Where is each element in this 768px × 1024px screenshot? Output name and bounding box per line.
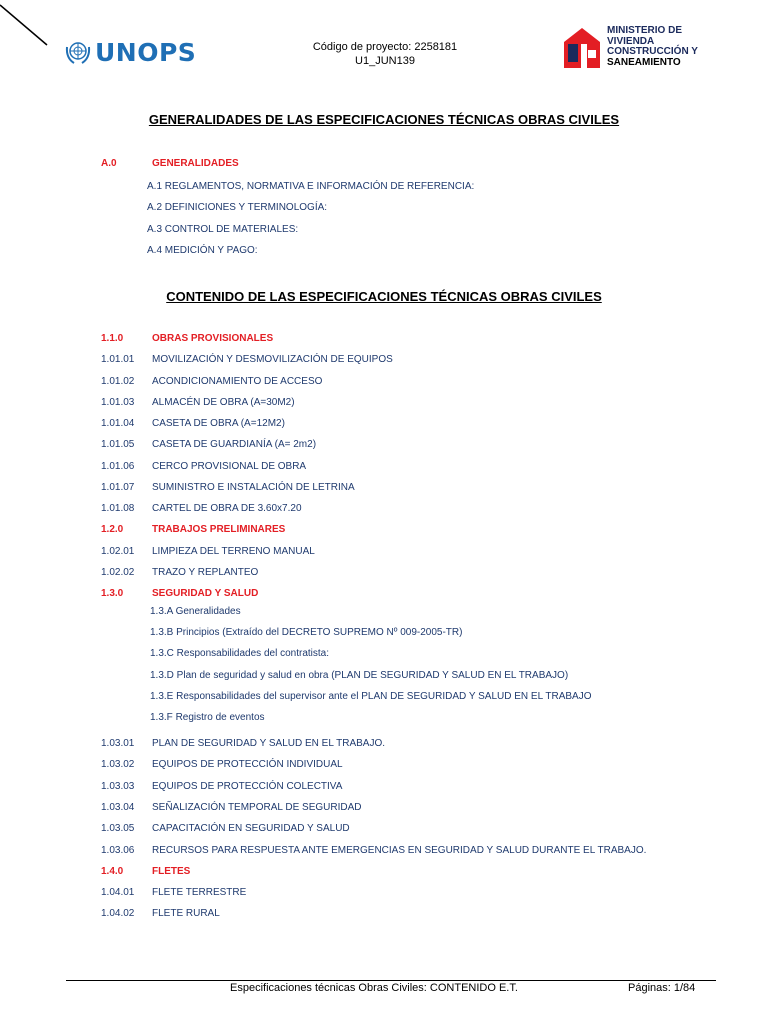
toc-item-label: CASETA DE OBRA (A=12M2) [152,418,285,429]
toc-item-code: 1.03.04 [101,802,135,813]
toc-item-label: ALMACÉN DE OBRA (A=30M2) [152,397,295,408]
toc-item-label: CARTEL DE OBRA DE 3.60x7.20 [152,503,302,514]
section1-item: A.1 REGLAMENTOS, NORMATIVA E INFORMACIÓN DE REFERENCIA: [147,181,475,192]
toc-item-code: 1.03.06 [101,845,135,856]
toc-item-label: MOVILIZACIÓN Y DESMOVILIZACIÓN DE EQUIPOS [152,354,393,365]
toc-item-code: 1.03.01 [101,738,135,749]
unops-wordmark: UNOPS [95,37,197,67]
toc-item-code: 1.02.01 [101,546,135,557]
toc-item-code: 1.01.06 [101,461,135,472]
toc-item-label: CAPACITACIÓN EN SEGURIDAD Y SALUD [152,823,350,834]
toc-section-label: TRABAJOS PRELIMINARES [152,524,286,535]
ministry-logo [562,26,698,70]
section1-item: A.2 DEFINICIONES Y TERMINOLOGÍA: [147,202,328,213]
toc-section-label: OBRAS PROVISIONALES [152,333,274,344]
toc-section-code: 1.2.0 [101,524,124,535]
toc-section-code: 1.3.0 [101,588,124,599]
toc-item-code: 1.03.03 [101,781,135,792]
toc-item-label: LIMPIEZA DEL TERRENO MANUAL [152,546,315,557]
toc-item-code: 1.02.02 [101,567,135,578]
unops-logo [64,38,196,66]
toc-item-code: 1.01.07 [101,482,135,493]
section1-main-code: A.0 [101,158,117,169]
toc-item-code: 1.01.02 [101,376,135,387]
section1-main-label: GENERALIDADES [152,158,239,169]
toc-item-code: 1.01.08 [101,503,135,514]
toc-item-label: FLETE TERRESTRE [152,887,247,898]
toc-item-label: SUMINISTRO E INSTALACIÓN DE LETRINA [152,482,355,493]
header-center [270,40,500,68]
section1-item: A.3 CONTROL DE MATERIALES: [147,224,299,235]
toc-subitem: 1.3.B Principios (Extraído del DECRETO SUPREMO Nº 009-2005-TR) [150,627,463,638]
toc-item-label: CERCO PROVISIONAL DE OBRA [152,461,307,472]
toc-item-label: SEÑALIZACIÓN TEMPORAL DE SEGURIDAD [152,802,362,813]
toc-subitem: 1.3.A Generalidades [150,606,241,617]
toc-item-code: 1.04.02 [101,908,135,919]
footer-caption: Especificaciones técnicas Obras Civiles: CONTENIDO E.T. [230,982,518,994]
corner-line [0,0,60,60]
section1-title: GENERALIDADES DE LAS ESPECIFICACIONES TÉCNICAS OBRAS CIVILES [148,112,620,127]
toc-item-code: 1.03.02 [101,759,135,770]
toc-item-code: 1.01.03 [101,397,135,408]
toc-item-code: 1.01.04 [101,418,135,429]
toc-item-label: EQUIPOS DE PROTECCIÓN COLECTIVA [152,781,343,792]
toc-item-code: 1.01.05 [101,439,135,450]
toc-section-code: 1.4.0 [101,866,124,877]
toc-subitem: 1.3.E Responsabilidades del supervisor ante el PLAN DE SEGURIDAD Y SALUD EN EL TRABAJO [150,691,592,702]
toc-item-label: EQUIPOS DE PROTECCIÓN INDIVIDUAL [152,759,343,770]
toc-item-label: TRAZO Y REPLANTEO [152,567,259,578]
toc-subitem: 1.3.C Responsabilidades del contratista: [150,648,329,659]
un-emblem-icon [64,38,92,66]
toc-subitem: 1.3.F Registro de eventos [150,712,265,723]
toc-item-code: 1.01.01 [101,354,135,365]
ministry-line-3: CONSTRUCCIÓN Y [607,46,698,57]
toc-item-label: PLAN DE SEGURIDAD Y SALUD EN EL TRABAJO. [152,738,386,749]
ministry-line-1: MINISTERIO DE [607,25,683,36]
footer-divider [66,980,716,981]
section2-title: CONTENIDO DE LAS ESPECIFICACIONES TÉCNICAS OBRAS CIVILES [166,289,602,304]
toc-subitem: 1.3.D Plan de seguridad y salud en obra (PLAN DE SEGURIDAD Y SALUD EN EL TRABAJO) [150,670,569,681]
page-counter: Páginas: 1/84 [628,982,696,994]
ministry-line-4: SANEAMIENTO [607,56,681,68]
section1-item: A.4 MEDICIÓN Y PAGO: [147,245,258,256]
ministry-emblem-icon [562,26,602,70]
ministry-line-2: VIVIENDA [607,35,655,47]
toc-item-label: CASETA DE GUARDIANÍA (A= 2m2) [152,439,317,450]
toc-item-code: 1.03.05 [101,823,135,834]
project-code: Código de proyecto: 2258181 [312,41,458,53]
project-id: U1_JUN139 [355,55,415,67]
toc-item-label: ACONDICIONAMIENTO DE ACCESO [152,376,323,387]
toc-section-label: SEGURIDAD Y SALUD [152,588,259,599]
toc-item-label: RECURSOS PARA RESPUESTA ANTE EMERGENCIAS EN SEGURIDAD Y SALUD DURANTE EL TRABAJO. [152,845,647,856]
toc-section-code: 1.1.0 [101,333,124,344]
toc-item-code: 1.04.01 [101,887,135,898]
toc-section-label: FLETES [152,866,191,877]
toc-item-label: FLETE RURAL [152,908,220,919]
